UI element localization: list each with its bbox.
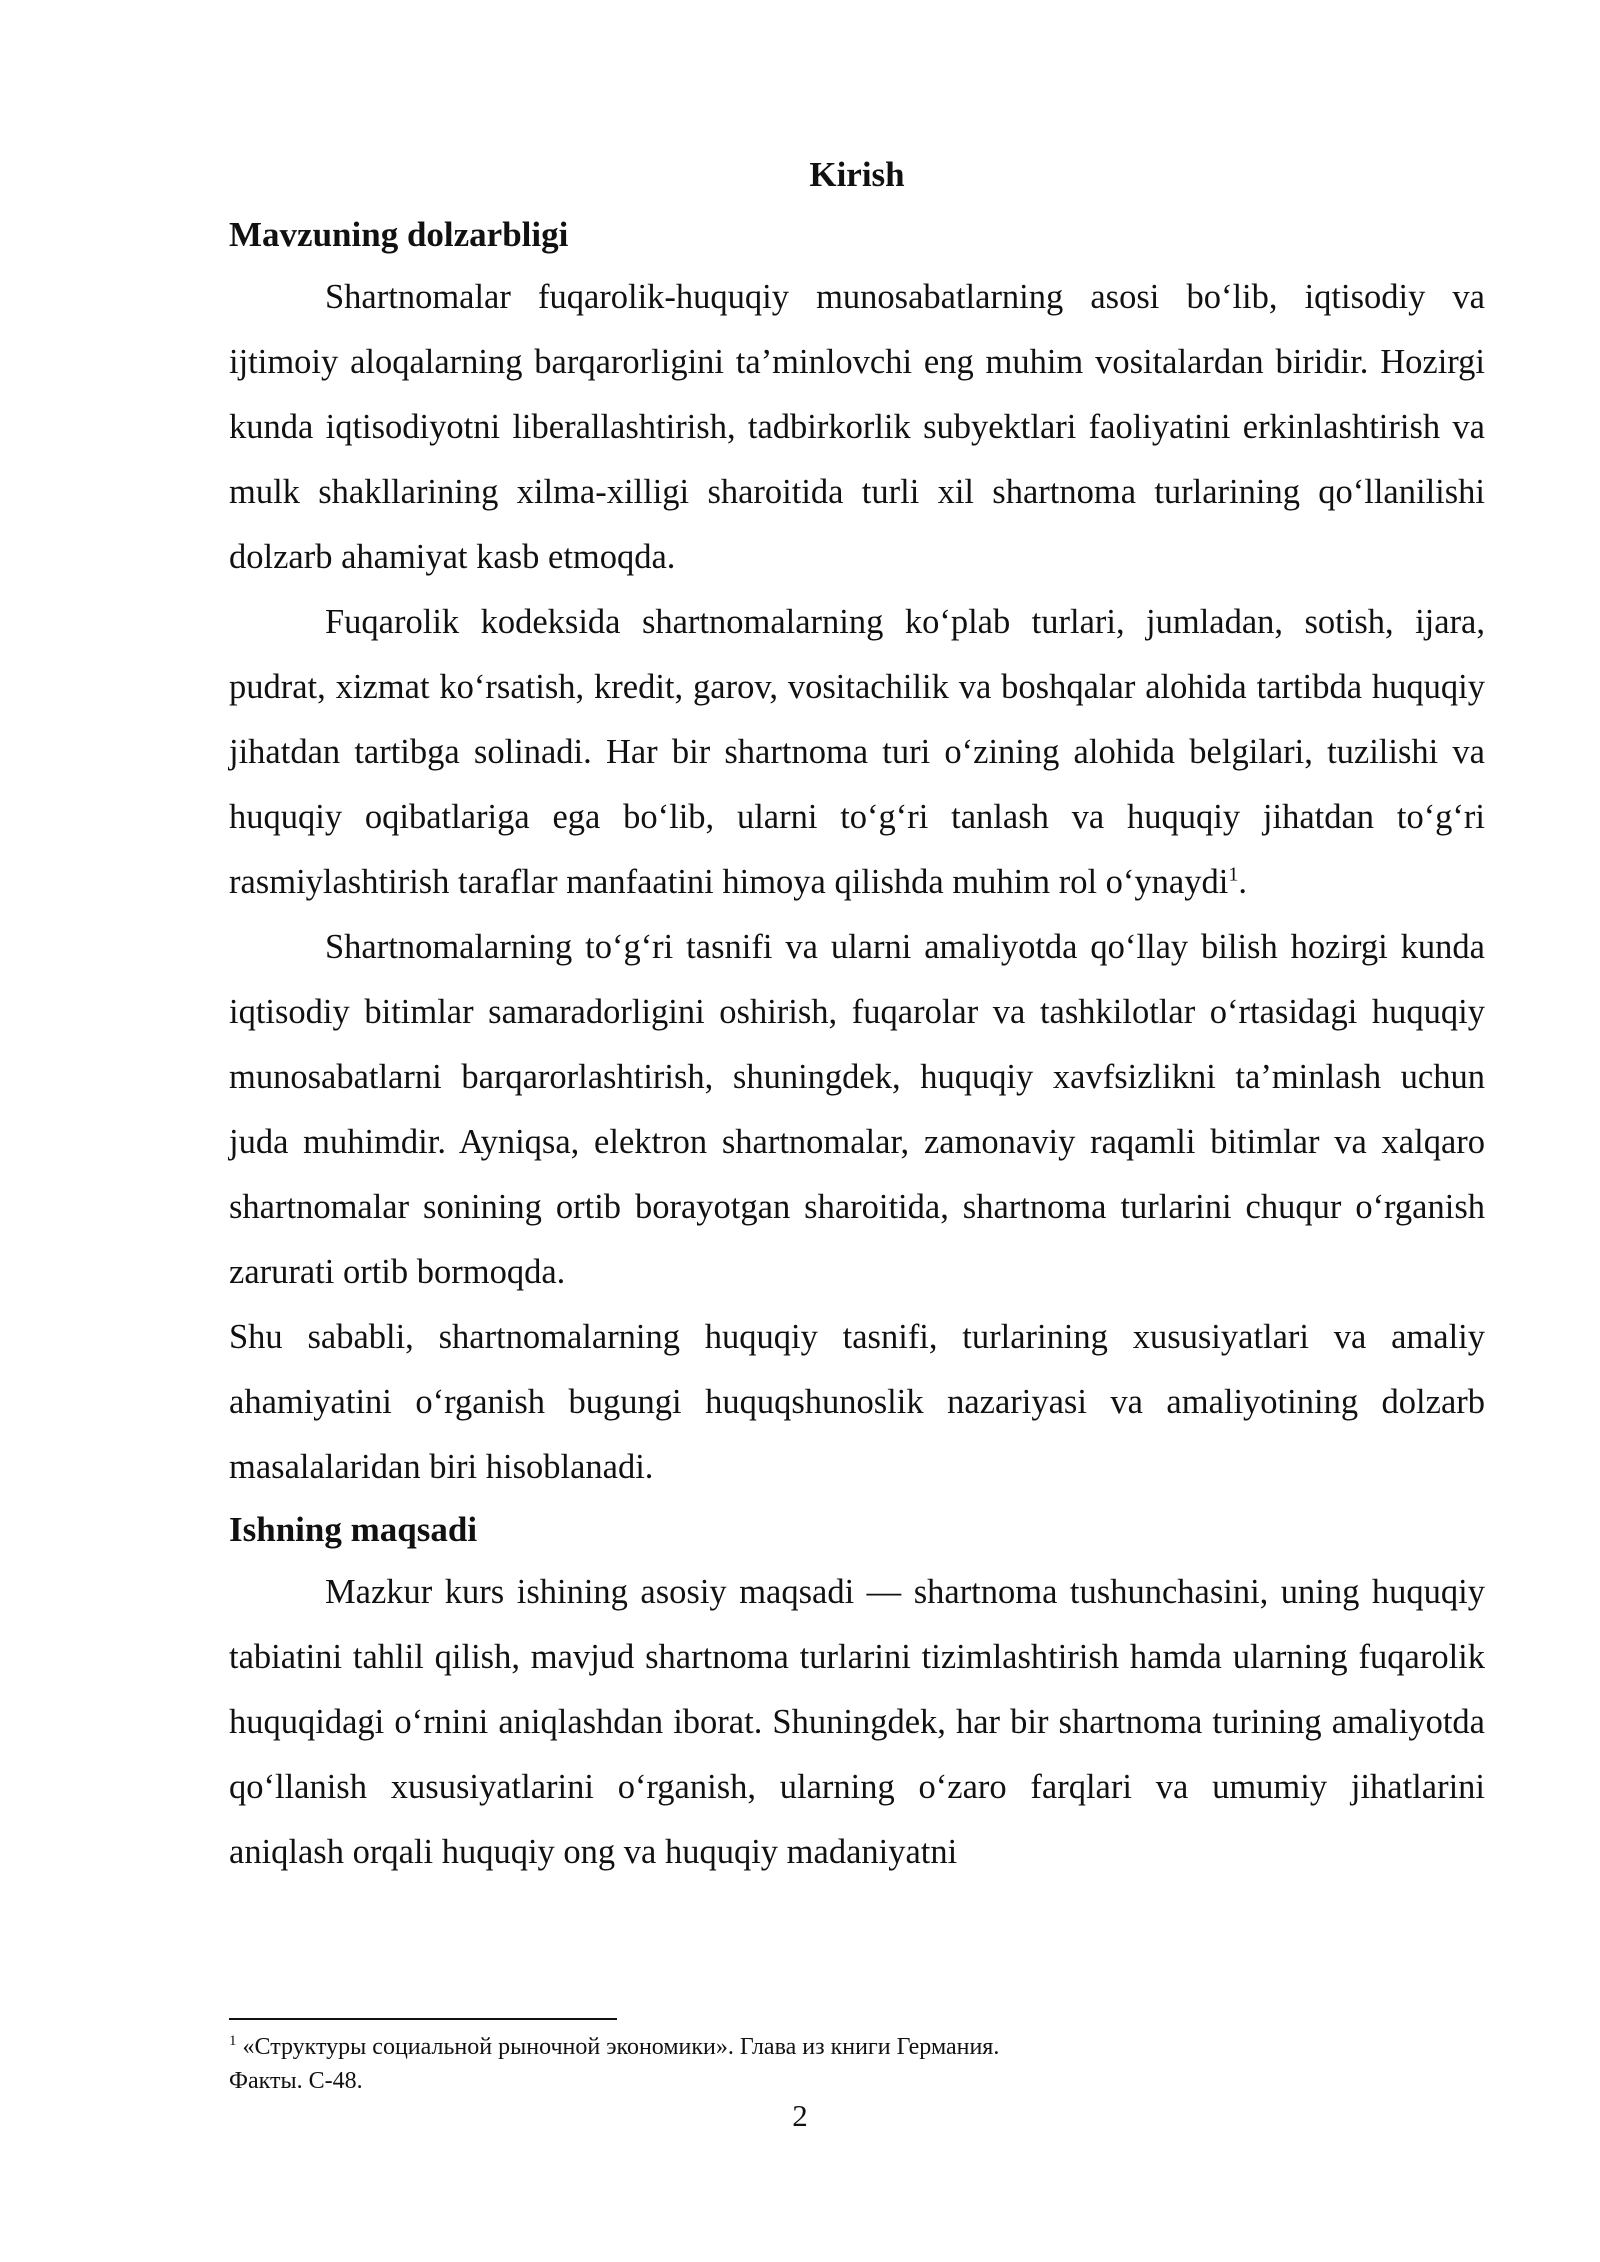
sentence-end: .	[1238, 863, 1247, 901]
page-body	[229, 145, 1485, 1885]
paragraph: Shu sababli, shartnomalarning huquqiy tasnifi, turlarining xususiyatlari va amaliy ahamiyatini o‘rganish bugungi huquqshunoslik nazariyasi va amaliyotining dolzarb masalalaridan biri hisoblanadi.	[229, 1318, 1485, 1486]
footnote-line	[229, 2030, 1229, 2064]
paragraph: Shartnomalar fuqarolik-huquqiy munosabatlarning asosi bo‘lib, iqtisodiy va ijtimoiy aloqalarning barqarorligini ta’minlovchi eng muhim vositalardan biridir. Hozirgi kunda iqtisodiyotni liberallashtirish, tadbirkorlik subyektlari faoliyatini erkinlashtirish va mulk shakllarining xilma-xilligi sharoitida turli xil shartnoma turlarining qo‘llanilishi dolzarb ahamiyat kasb etmoqda.	[229, 278, 1485, 576]
paragraph-with-footnote	[229, 590, 1485, 915]
section-heading-goal: Ishning maqsadi	[229, 1510, 478, 1549]
footnote-number: 1	[229, 2033, 237, 2049]
footnote-line: Факты. С-48.	[229, 2068, 363, 2094]
page-title: Kirish	[809, 155, 905, 194]
footnote-reference: 1	[1228, 863, 1239, 886]
section-heading-relevance: Mavzuning dolzarbligi	[229, 215, 569, 254]
paragraph-text: Fuqarolik kodeksida shartnomalarning ko‘plab turlari, jumladan, sotish, ijara, pudrat, xizmat ko‘rsatish, kredit, garov, vositachilik va boshqalar alohida tartibda huquqiy jihatdan tartibga solinadi. Har bir shartnoma turi o‘zining alohida belgilari, tuzilishi va huquqiy oqibatlariga ega bo‘lib, ularni to‘g‘ri tanlash va huquqiy jihatdan to‘g‘ri rasmiylashtirish taraflar manfaatini himoya qilishda muhim rol o‘ynaydi	[229, 603, 1485, 901]
page-number: 2	[792, 2098, 808, 2133]
footnote-separator	[229, 2018, 617, 2020]
paragraph: Mazkur kurs ishining asosiy maqsadi — shartnoma tushunchasini, uning huquqiy tabiatini tahlil qilish, mavjud shartnoma turlarini tizimlashtirish hamda ularning fuqarolik huquqidagi o‘rnini aniqlashdan iborat. Shuningdek, har bir shartnoma turining amaliyotda qo‘llanish xususiyatlarini o‘rganish, ularning o‘zaro farqlari va umumiy jihatlarini aniqlash orqali huquqiy ong va huquqiy madaniyatni	[229, 1573, 1485, 1871]
footnote-text: «Структуры социальной рыночной экономики». Глава из книги Германия.	[242, 2034, 1000, 2060]
paragraph: Shartnomalarning to‘g‘ri tasnifi va ularni amaliyotda qo‘llay bilish hozirgi kunda iqtisodiy bitimlar samaradorligini oshirish, fuqarolar va tashkilotlar o‘rtasidagi huquqiy munosabatlarni barqarorlashtirish, shuningdek, huquqiy xavfsizlikni ta’minlash uchun juda muhimdir. Ayniqsa, elektron shartnomalar, zamonaviy raqamli bitimlar va xalqaro shartnomalar sonining ortib borayotgan sharoitida, shartnoma turlarini chuqur o‘rganish zarurati ortib bormoqda.	[229, 928, 1485, 1291]
footnote	[229, 2030, 1229, 2098]
